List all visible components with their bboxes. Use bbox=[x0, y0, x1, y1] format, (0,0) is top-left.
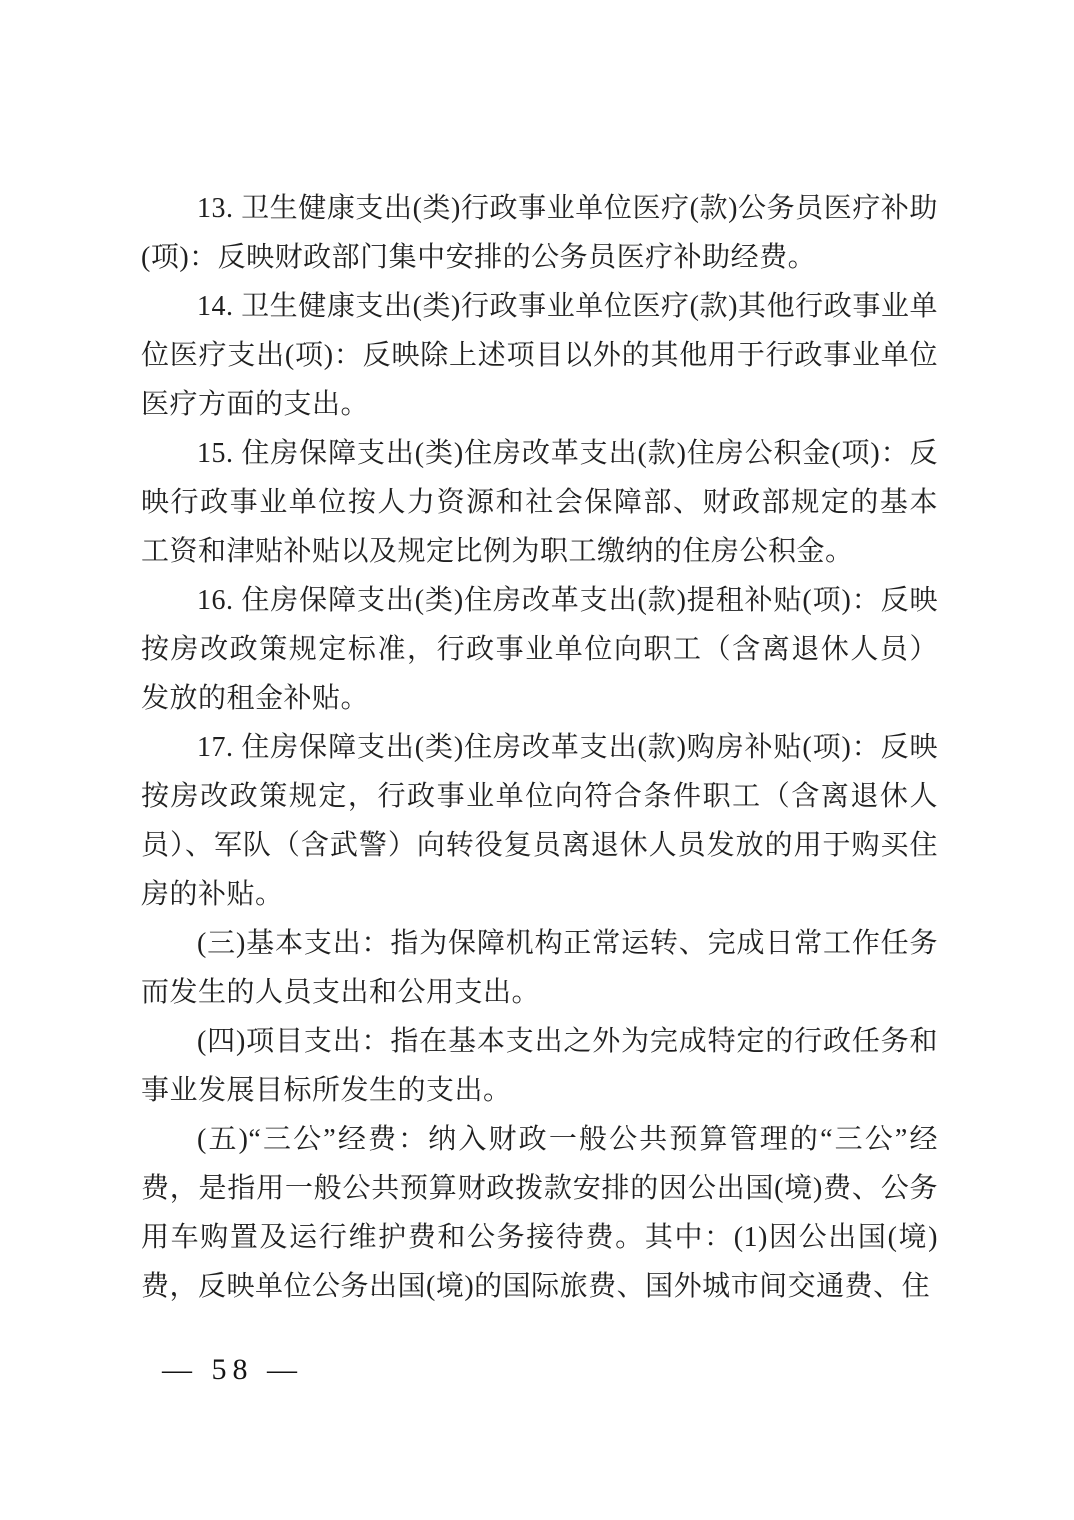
document-body bbox=[141, 184, 938, 1311]
paragraph-project-expenditure: (四)项目支出：指在基本支出之外为完成特定的行政任务和事业发展目标所发生的支出。 bbox=[141, 1026, 938, 1106]
paragraph-item-13: 13. 卫生健康支出(类)行政事业单位医疗(款)公务员医疗补助(项)：反映财政部门集中安排的公务员医疗补助经费。 bbox=[141, 193, 938, 273]
paragraph-basic-expenditure: (三)基本支出：指为保障机构正常运转、完成日常工作任务而发生的人员支出和公用支出。 bbox=[141, 928, 938, 1008]
paragraph-item-15: 15. 住房保障支出(类)住房改革支出(款)住房公积金(项)：反映行政事业单位按人力资源和社会保障部、财政部规定的基本工资和津贴补贴以及规定比例为职工缴纳的住房公积金。 bbox=[141, 438, 938, 567]
paragraph-item-16: 16. 住房保障支出(类)住房改革支出(款)提租补贴(项)：反映按房改政策规定标准，行政事业单位向职工（含离退休人员）发放的租金补贴。 bbox=[141, 585, 938, 714]
paragraph-item-14: 14. 卫生健康支出(类)行政事业单位医疗(款)其他行政事业单位医疗支出(项)：反映除上述项目以外的其他用于行政事业单位医疗方面的支出。 bbox=[141, 291, 938, 420]
paragraph-item-17: 17. 住房保障支出(类)住房改革支出(款)购房补贴(项)：反映按房改政策规定，行政事业单位向符合条件职工（含离退休人员）、军队（含武警）向转役复员离退休人员发放的用于购买住房的补贴。 bbox=[141, 732, 938, 910]
page-number: — 58 — bbox=[162, 1353, 303, 1386]
paragraph-three-public-funds: (五)“三公”经费：纳入财政一般公共预算管理的“三公”经费，是指用一般公共预算财政拨款安排的因公出国(境)费、公务用车购置及运行维护费和公务接待费。其中：(1)因公出国(境)费，反映单位公务出国(境)的国际旅费、国外城市间交通费、住 bbox=[141, 1124, 938, 1302]
